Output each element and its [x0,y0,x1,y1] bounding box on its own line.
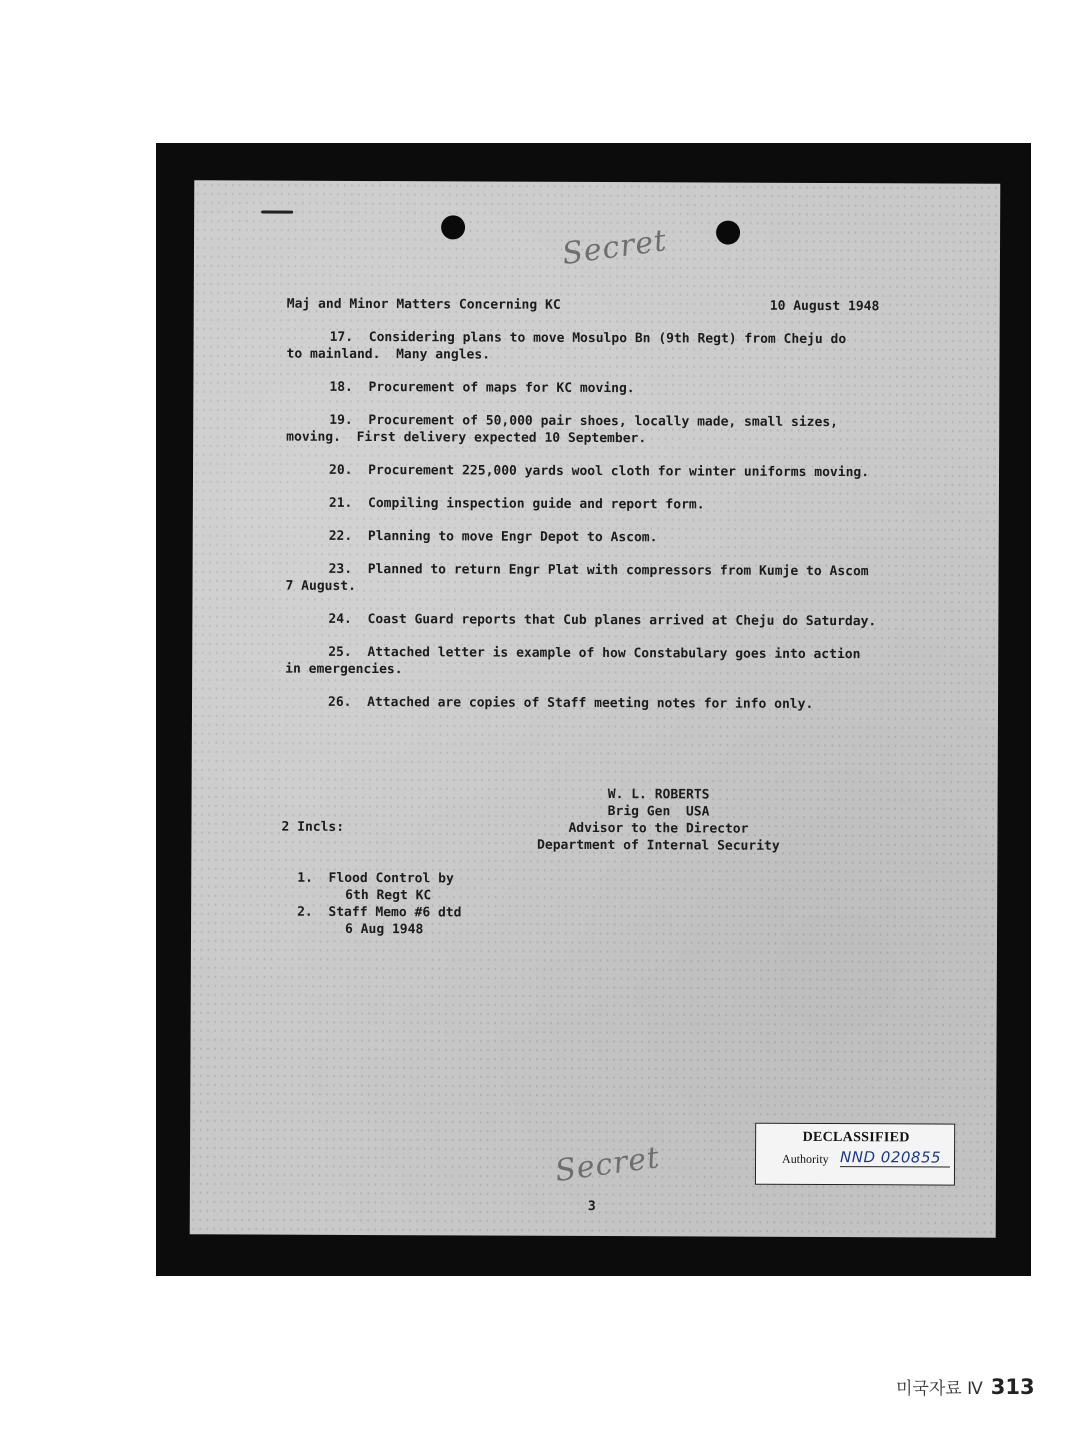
item-number: 17. [329,329,354,345]
footer-label: 미국자료 Ⅳ [896,1379,983,1399]
signature-line: Department of Internal Security [537,837,780,854]
signature-line: W. L. ROBERTS [607,787,710,803]
item-text: Planning to move Engr Depot to Ascom. [367,529,658,546]
footer-page-number: 313 [990,1375,1035,1399]
item-text: Coast Guard reports that Cub planes arrived at Cheju do Saturday. [367,612,877,630]
inclosure-line: 2. Staff Memo #6 dtd [297,904,462,921]
signature-line: Advisor to the Director [568,820,749,837]
list-item [286,412,926,449]
handwritten-secret-bottom: Secret [553,1140,663,1189]
item-first-line [286,462,926,482]
item-number: 19. [329,412,353,428]
item-number: 23. [328,561,353,577]
list-item [285,611,925,631]
item-number: 26. [327,694,352,710]
stamp-authority-value: NND 020855 [840,1148,950,1167]
item-text: Attached are copies of Staff meeting notes for info only. [367,695,814,712]
punch-hole-left [441,215,465,239]
item-text: Attached letter is example of how Constabulary goes into action [367,645,861,663]
item-number: 21. [328,495,353,511]
item-number: 18. [329,379,353,395]
item-text: Considering plans to move Mosulpo Bn (9th Regt) from Cheju do [368,330,847,348]
inclosure-line: 6th Regt KC [345,887,432,904]
list-item [287,329,927,366]
item-number: 25. [328,644,352,660]
item-text: Procurement of 50,000 pair shoes, locally made, small sizes, [368,413,839,431]
corner-mark [261,211,293,214]
inclosure-line: 6 Aug 1948 [345,921,424,938]
declassified-stamp [755,1123,955,1186]
item-first-line [285,611,925,631]
document-date: 10 August 1948 [769,298,880,315]
item-first-line [286,379,926,399]
page-number: 3 [587,1198,596,1215]
list-item [285,694,925,714]
inclosure-line: 1. Flood Control by [297,870,454,887]
item-text: Procurement 225,000 yards wool cloth for winter uniforms moving. [368,463,870,481]
inclosures-heading: 2 Incls: [281,819,345,835]
handwritten-secret-top: Secret [560,223,670,273]
punch-hole-right [716,221,740,245]
item-text: Compiling inspection guide and report form. [368,496,705,513]
item-first-line [286,495,926,515]
document-title: Maj and Minor Matters Concerning KC [286,296,561,313]
item-number: 22. [328,528,353,544]
page-footer [896,1374,1035,1399]
item-number: 24. [328,611,352,627]
item-text: Planned to return Engr Plat with compressors from Kumje to Ascom [367,562,869,580]
stamp-authority-label: Authority [782,1151,829,1167]
list-item [286,495,926,515]
signature-block [523,786,793,855]
list-item [286,379,926,399]
signature-line: Brig Gen USA [607,804,710,820]
item-continuation: in emergencies. [285,661,403,678]
item-number: 20. [329,462,353,478]
item-continuation: moving. First delivery expected 10 September. [286,429,647,447]
list-item [285,644,925,681]
inclosures [281,785,462,939]
item-first-line [285,694,925,714]
item-continuation: 7 August. [285,578,357,594]
list-item [286,462,926,482]
stamp-title: DECLASSIFIED [802,1129,910,1146]
item-first-line [286,528,926,548]
item-text: Procurement of maps for KC moving. [368,380,635,397]
item-first-line [286,561,926,581]
list-item [286,528,926,548]
list-item [285,561,925,598]
item-continuation: to mainland. Many angles. [286,346,491,363]
item-list [285,329,927,730]
document-sheet [190,180,1001,1238]
